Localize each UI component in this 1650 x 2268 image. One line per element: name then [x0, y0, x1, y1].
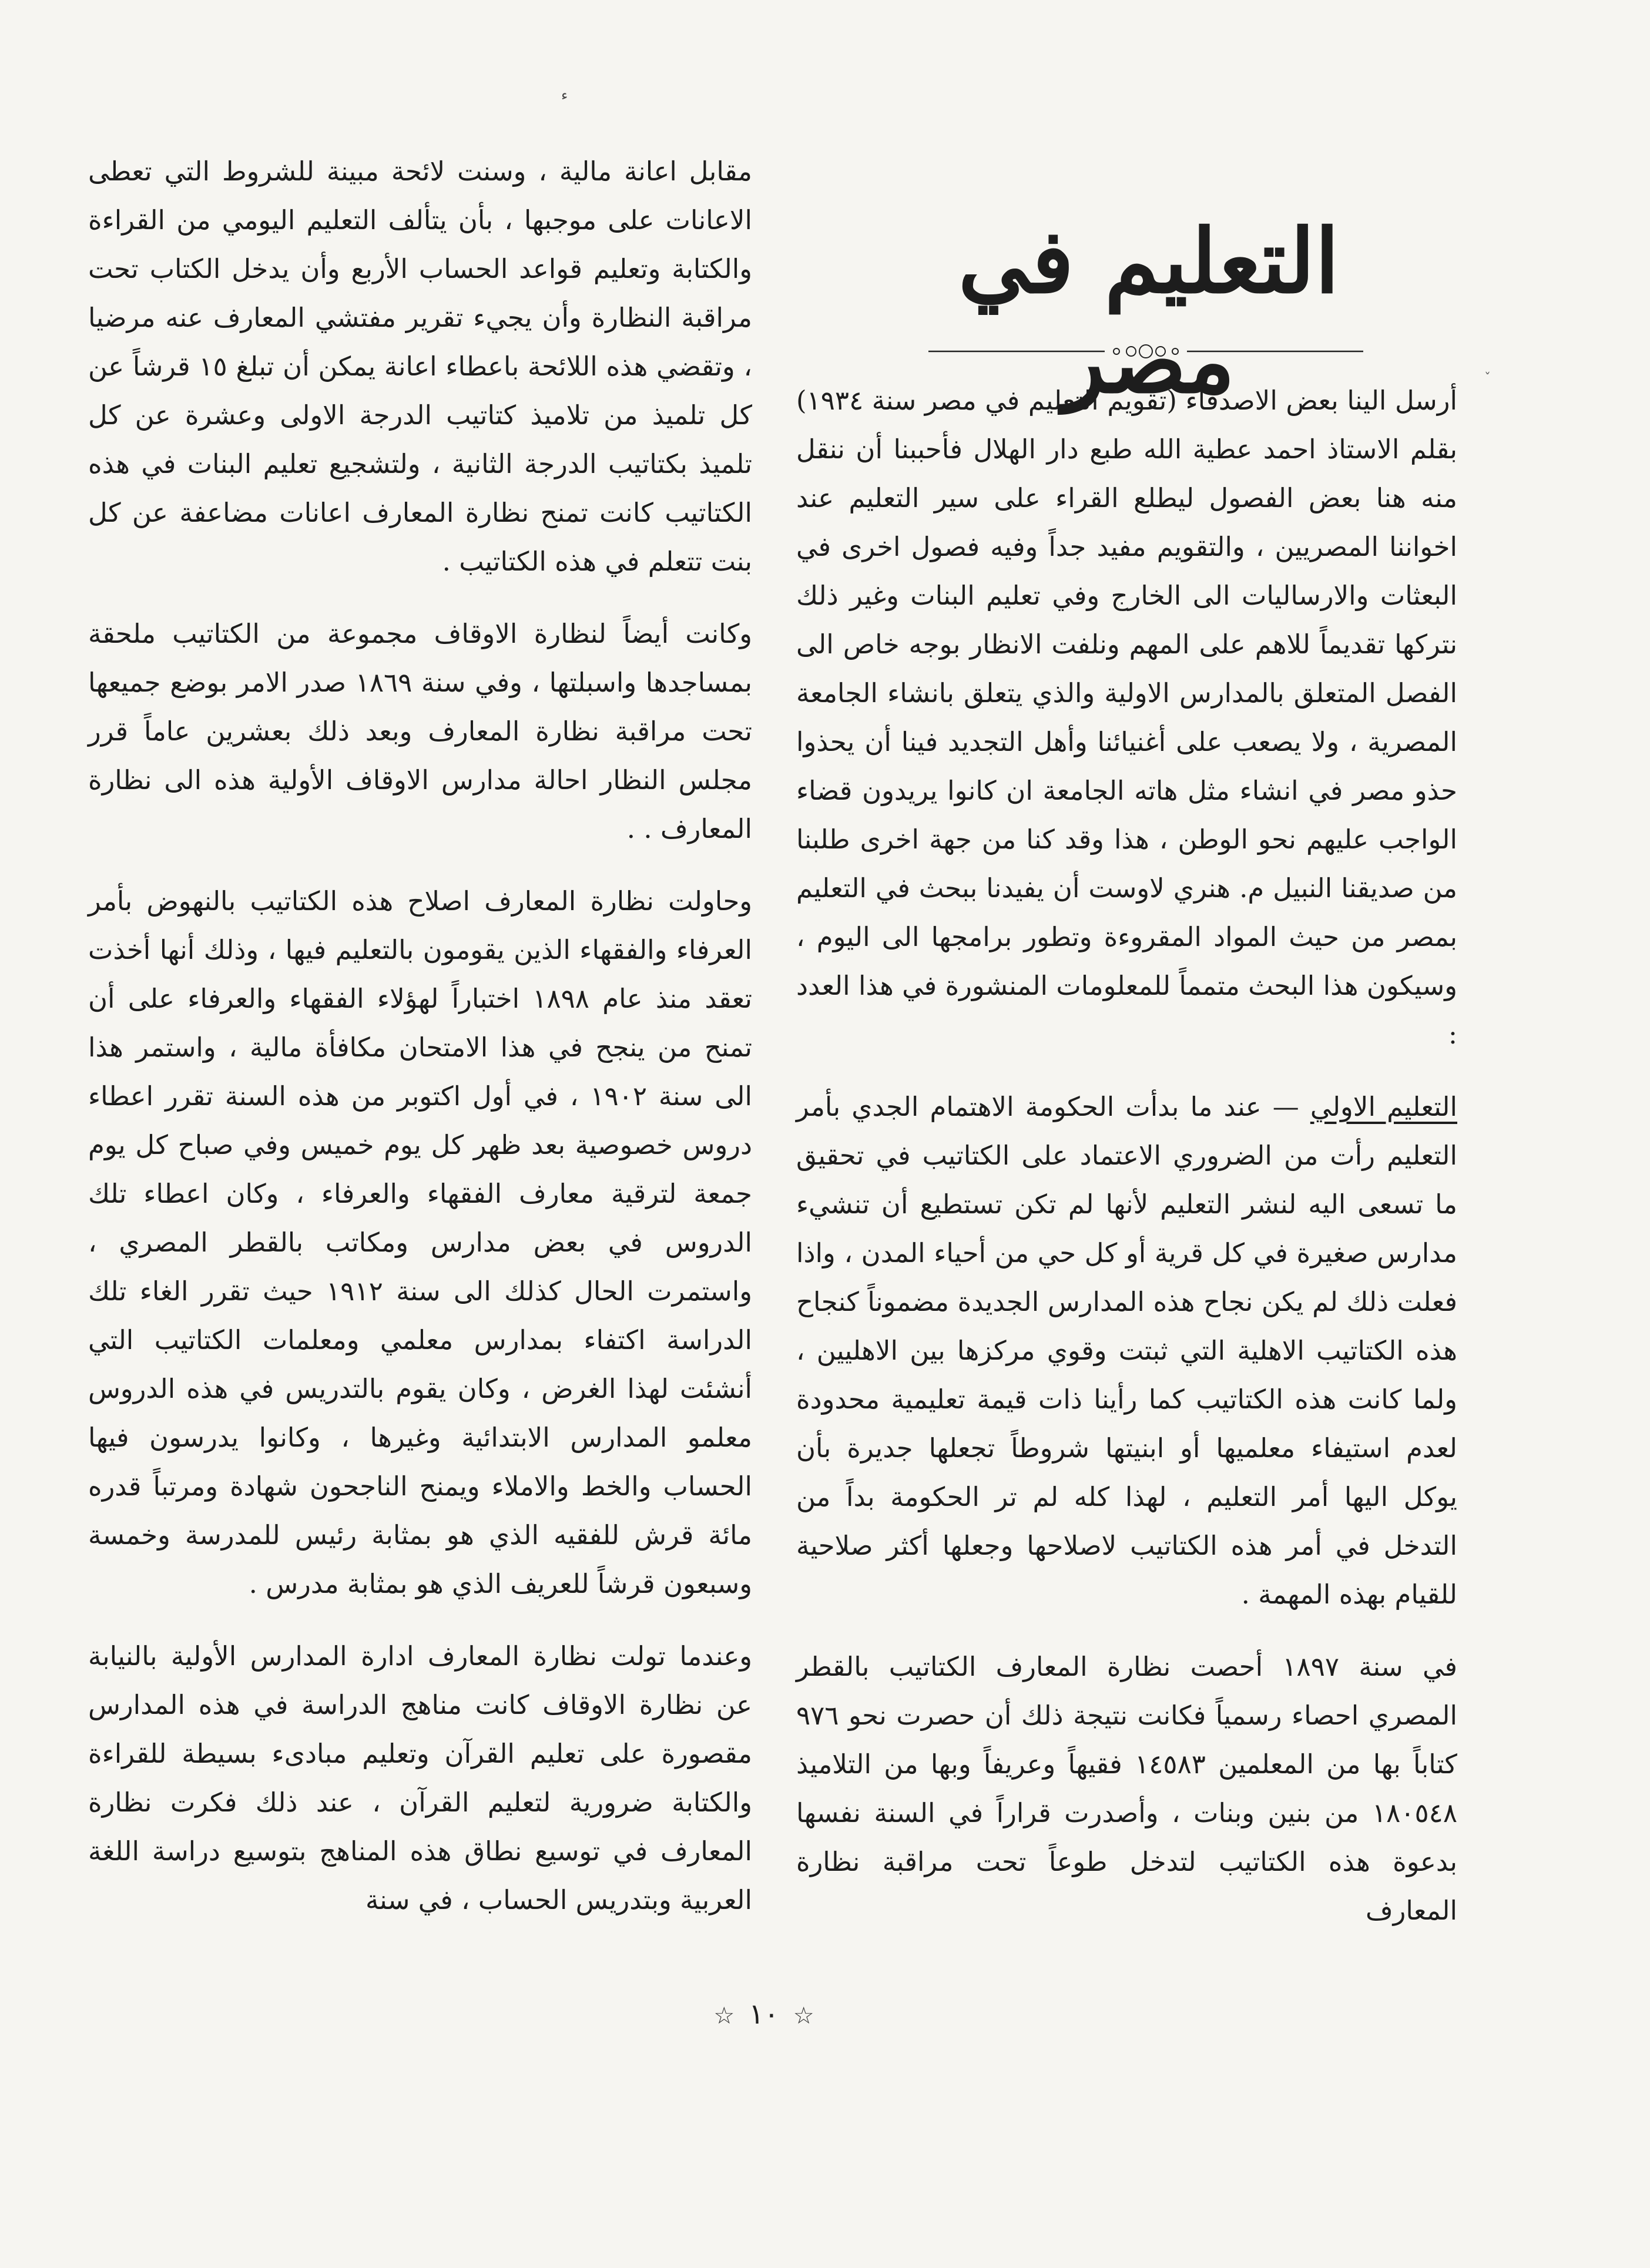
title-ornament-divider	[928, 340, 1363, 363]
paragraph: وكانت أيضاً لنظارة الاوقاف مجموعة من الكتاتيب ملحقة بمساجدها واسبلتها ، وفي سنة ١٨٦٩ صدر الامر بوضع جميعها تحت مراقبة نظارة المعارف وبعد ذلك بعشرين عاماً قرر مجلس النظار احالة مدارس الاوقاف الأولية هذه الى نظارة المعارف . .	[88, 618, 752, 844]
paragraph: مقابل اعانة مالية ، وسنت لائحة مبينة للشروط التي تعطى الاعانات على موجبها ، بأن يتألف التعليم اليومي من القراءة والكتابة وتعليم قواعد الحساب الأربع وأن يدخل الكتاب تحت مراقبة النظارة وأن يجيء تقرير مفتشي المعارف عنه مرضيا ، وتقضي هذه اللائحة باعطاء اعانة يمكن أن تبلغ ١٥ قرشاً عن كل تلميذ من تلاميذ كتاتيب الدرجة الاولى وعشرة عن كل تلميذ بكتاتيب الدرجة الثانية ، ولتشجيع تعليم البنات في هذه الكتاتيب كانت تمنح نظارة المعارف اعانات مضاعفة عن كل بنت تتعلم في هذه الكتاتيب .	[88, 156, 752, 577]
section-heading: التعليم الاولي	[1310, 1091, 1457, 1122]
star-icon: ☆	[793, 2002, 814, 2029]
star-icon: ☆	[713, 2002, 735, 2029]
page-number: ١٠	[749, 1998, 779, 2031]
intro-paragraph: أرسل الينا بعض الاصدقاء (تقويم التعليم في مصر سنة ١٩٣٤) بقلم الاستاذ احمد عطية الله طبع دار الهلال فأحببنا أن ننقل منه هنا بعض الفصول ليطلع القراء على سير التعليم عند اخواننا المصريين ، والتقويم مفيد جداً وفيه فصول اخرى في البعثات والارساليات الى الخارج وفي تعليم البنات وغير ذلك نتركها تقديماً للاهم على المهم ونلفت الانظار بوجه خاص الى الفصل المتعلق بالمدارس الاولية والذي يتعلق بانشاء الجامعة المصرية ، ولا يصعب على أغنيائنا وأهل التجديد فينا أن يحذوا حذو مصر في انشاء مثل هاته الجامعة ان كانوا يريدون قضاء الواجب عليهم نحو الوطن ، هذا وقد كنا من جهة اخرى طلبنا من صديقنا النبيل م. هنري لاوست أن يفيدنا ببحث في التعليم بمصر من حيث المواد المقروءة وتطور برامجها الى اليوم ، وسيكون هذا البحث متمماً للمعلومات المنشورة في هذا العدد :	[796, 385, 1457, 1050]
article-title: التعليم في مصر	[958, 210, 1340, 413]
left-column	[88, 147, 752, 2039]
section-dash: —	[1261, 1091, 1310, 1122]
page-footer	[676, 1998, 852, 2031]
census-paragraph: في سنة ١٨٩٧ أحصت نظارة المعارف الكتاتيب بالقطر المصري احصاء رسمياً فكانت نتيجة ذلك أن حصرت نحو ٩٧٦ كتاباً بها من المعلمين ١٤٥٨٣ فقيهاً وعريفاً وبها من التلاميذ ١٨٠٥٤٨ من بنين وبنات ، وأصدرت قراراً في السنة نفسها بدعوة هذه الكتاتيب لتدخل طوعاً تحت مراقبة نظارة المعارف	[796, 1651, 1457, 1926]
top-mark: ء	[561, 87, 568, 103]
corner-mark: ˇ	[1484, 371, 1491, 386]
paragraph: وعندما تولت نظارة المعارف ادارة المدارس الأولية بالنيابة عن نظارة الاوقاف كانت مناهج الدراسة في هذه المدارس مقصورة على تعليم القرآن وتعليم مبادىء بسيطة للقراءة والكتابة ضرورية لتعليم القرآن ، عند ذلك فكرت نظارة المعارف في توسيع نطاق هذه المناهج بتوسيع دراسة اللغة العربية وبتدريس الحساب ، في سنة	[88, 1640, 752, 1915]
paragraph: وحاولت نظارة المعارف اصلاح هذه الكتاتيب بالنهوض بأمر العرفاء والفقهاء الذين يقومون بالتعليم فيها ، وذلك أنها أخذت تعقد منذ عام ١٨٩٨ اختباراً لهؤلاء الفقهاء والعرفاء على أن تمنح من ينجح في هذا الامتحان مكافأة مالية ، واستمر هذا الى سنة ١٩٠٢ ، في أول اكتوبر من هذه السنة تقرر اعطاء دروس خصوصية بعد ظهر كل يوم خميس وفي صباح كل يوم جمعة لترقية معارف الفقهاء والعرفاء ، وكان اعطاء تلك الدروس في بعض مدارس ومكاتب بالقطر المصري ، واستمرت الحال كذلك الى سنة ١٩١٢ حيث تقرر الغاء تلك الدراسة اكتفاء بمدارس معلمي ومعلمات الكتاتيب التي أنشئت لهذا الغرض ، وكان يقوم بالتدريس في هذه الدروس معلمو المدارس الابتدائية وغيرها ، وكانوا يدرسون فيها الحساب والخط والاملاء ويمنح الناجحون شهادة ومرتباً قدره مائة قرش للفقيه الذي هو بمثابة رئيس للمدرسة وخمسة وسبعون قرشاً للعريف الذي هو بمثابة مدرس .	[88, 885, 752, 1599]
right-column	[796, 376, 1457, 2268]
section-body: عند ما بدأت الحكومة الاهتمام الجدي بأمر التعليم رأت من الضروري الاعتماد على الكتاتيب في تحقيق ما تسعى اليه لنشر التعليم لأنها لم تكن تستطيع أن تنشيء مدارس صغيرة في كل قرية أو كل حي من أحياء المدن ، واذا فعلت ذلك لم يكن نجاح هذه المدارس الجديدة مضموناً كنجاح هذه الكتاتيب الاهلية التي ثبتت وقوي مركزها بين الاهليين ، ولما كانت هذه الكتاتيب كما رأينا ذات قيمة تعليمية محدودة لعدم استيفاء معلميها أو ابنيتها شروطاً تجعلها جديرة بأن يوكل اليها أمر التعليم ، لهذا كله لم تر الحكومة بداً من التدخل في أمر هذه الكتاتيب لاصلاحها وجعلها أكثر صلاحية للقيام بهذه المهمة .	[796, 1091, 1457, 1610]
section-paragraph	[796, 1082, 1457, 1619]
